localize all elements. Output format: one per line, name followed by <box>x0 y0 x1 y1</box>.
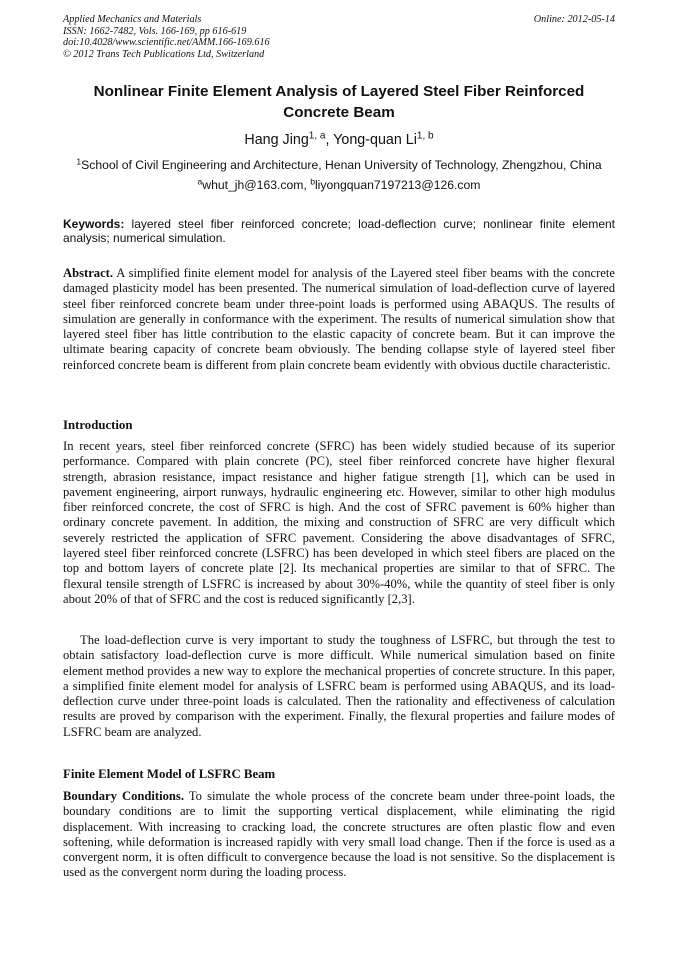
online-date: Online: 2012-05-14 <box>533 14 615 25</box>
paragraph: The load-deflection curve is very important to study the toughness of LSFRC, but through the test to obtain satisfactory load-deflection curve is more difficult. While numerical simulation based on finite element method provides a new way to explore the mechanical properties of concrete structure. In this paper, a simplified finite element model for analysis of LSFRC beam is performed using ABAQUS, and its load-deflection curve under three-point loads is calculated. Then the rationality and effectiveness of calculation results are proved by comparison with the experiment. Finally, the flexural properties and failure modes of LSFRC beam are analyzed. <box>63 633 615 739</box>
abstract-label: Abstract. <box>63 266 114 280</box>
boundary-conditions-label: Boundary Conditions. <box>63 789 184 803</box>
author-separator: , <box>325 132 334 148</box>
affiliation <box>0 158 678 173</box>
affiliation-text: School of Civil Engineering and Architecture, Henan University of Technology, Zhengzhou, China <box>81 158 602 172</box>
affiliation-marker: 1 <box>76 156 82 167</box>
email-address: liyongquan7197213@126.com <box>314 178 481 192</box>
email-marker: a <box>197 176 203 187</box>
keywords-text: layered steel fiber reinforced concrete; load-deflection curve; nonlinear finite element analysis; numerical simulation. <box>63 217 615 246</box>
boundary-conditions-text: To simulate the whole process of the concrete beam under three-point loads, the boundary conditions are to limit the supporting vertical displacement, while eliminating the rigid displacement. With increasing to cracking load, the concrete structures are often plastic flow and even softening, while deformation is increased rapidly with very small load change. Then if the force is used as a convergent norm, it is often difficult to convergence because the load is not sensitive. So the displacement is used as the convergent norm during the loading process. <box>63 789 615 880</box>
author-affiliation-marker: 1, a <box>308 130 326 142</box>
doi-line: doi:10.4028/www.scientific.net/AMM.166-169.616 <box>63 37 270 49</box>
author-name: Hang Jing <box>244 132 309 148</box>
paper-title: Nonlinear Finite Element Analysis of Layered Steel Fiber Reinforced Concrete Beam <box>93 83 585 121</box>
email-marker: b <box>310 176 315 187</box>
section-heading-fem-model: Finite Element Model of LSFRC Beam <box>63 767 276 781</box>
author-emails <box>0 178 678 193</box>
issn-line: ISSN: 1662-7482, Vols. 166-169, pp 616-619 <box>63 25 247 37</box>
abstract <box>63 266 615 373</box>
keywords-label: Keywords: <box>63 217 125 231</box>
author-affiliation-marker: 1, b <box>416 130 434 142</box>
keywords <box>63 217 615 245</box>
author-name: Yong-quan Li <box>333 132 417 148</box>
author-line <box>0 131 678 149</box>
abstract-text: A simplified finite element model for analysis of the Layered steel fiber beams with the concrete damaged plasticity model has been presented. The numerical simulation of load-deflection curve of layered steel fiber reinforced concrete beam under three-point loads is performed using ABAQUS. The results of simulation are generally in conformance with the experiment. The results of numerical simulation show that layered steel fiber has little contribution to the elastic capacity of concrete beam. But it can improve the ultimate bearing capacity of concrete beam obviously. The bending collapse style of layered steel fiber reinforced concrete beam is different from plain concrete beam evidently with obvious ductile characteristic. <box>63 266 615 372</box>
paragraph: In recent years, steel fiber reinforced concrete (SFRC) has been widely studied because of its superior performance. Compared with plain concrete (PC), steel fiber reinforced concrete have higher flexural strength, abrasion resistance, impact resistance and higher fatigue strength [1], which can be used in pavement engineering, airport runways, hydraulic engineering etc. However, similar to other high modulus fiber reinforced concrete, the cost of SFRC is high. And the cost of SFRC pavement is 60% higher than ordinary concrete pavement. In addition, the mixing and construction of SFRC are very difficult which severely restricted the application of SFRC pavement. Considering the above disadvantages of SFRC, layered steel fiber reinforced concrete (LSFRC) has been developed in which steel fibers are placed on the top and bottom layers of concrete plate [2]. Its mechanical properties are similar to that of SFRC. The flexural tensile strength of LSFRC is increased by about 30%-40%, while the quantity of steel fiber is only about 20% of that of SFRC and the cost is reduced significantly [2,3]. <box>63 439 615 606</box>
email-address: whut_jh@163.com, <box>202 178 311 192</box>
journal-header <box>63 14 615 60</box>
journal-name: Applied Mechanics and Materials <box>63 14 202 25</box>
copyright-line: © 2012 Trans Tech Publications Ltd, Switzerland <box>63 48 265 60</box>
boundary-conditions-paragraph <box>63 789 615 881</box>
section-heading-introduction: Introduction <box>63 418 133 432</box>
